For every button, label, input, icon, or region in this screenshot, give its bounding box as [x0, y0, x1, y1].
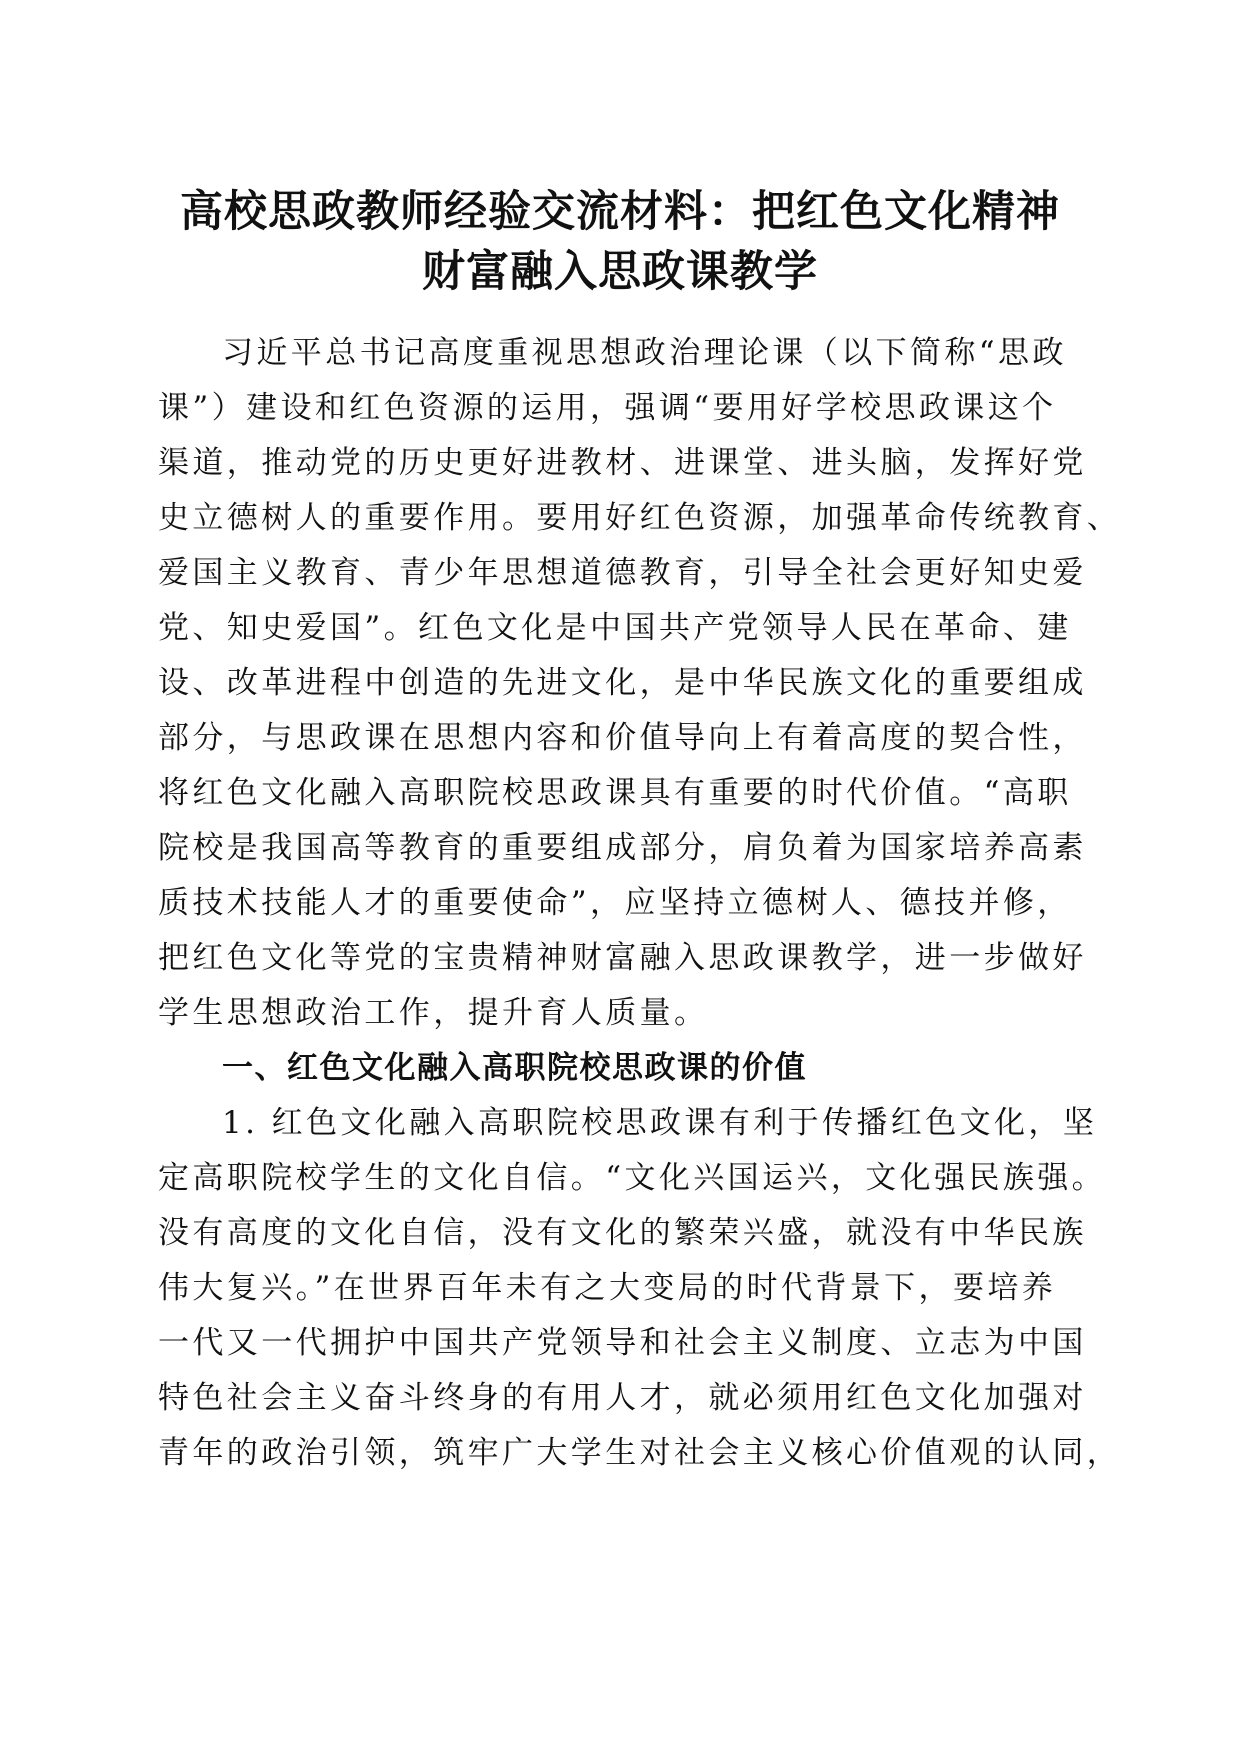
document-body	[158, 326, 1122, 1481]
paragraph-line: 将红色文化融入高职院校思政课具有重要的时代价值。“高职	[158, 775, 1072, 811]
paragraph-line: 把红色文化等党的宝贵精神财富融入思政课教学，进一步做好	[158, 940, 1087, 976]
point-1-paragraph	[158, 1096, 1122, 1481]
paragraph-line: 没有高度的文化自信，没有文化的繁荣兴盛，就没有中华民族	[158, 1215, 1087, 1251]
paragraph-line: 院校是我国高等教育的重要组成部分，肩负着为国家培养高素	[158, 830, 1087, 866]
paragraph-line: 伟大复兴。”在世界百年未有之大变局的时代背景下，要培养	[158, 1270, 1057, 1306]
paragraph-line: 渠道，推动党的历史更好进教材、进课堂、进头脑，发挥好党	[158, 445, 1087, 481]
paragraph-line: 爱国主义教育、青少年思想道德教育，引导全社会更好知史爱	[158, 555, 1087, 591]
paragraph-line: 部分，与思政课在思想内容和价值导向上有着高度的契合性，	[158, 720, 1087, 756]
paragraph-line: 党、知史爱国”。红色文化是中国共产党领导人民在革命、建	[158, 610, 1072, 646]
paragraph-line: 一代又一代拥护中国共产党领导和社会主义制度、立志为中国	[158, 1325, 1087, 1361]
intro-paragraph	[158, 326, 1122, 1041]
paragraph-line: 史立德树人的重要作用。要用好红色资源，加强革命传统教育、	[158, 500, 1122, 536]
title-line: 高校思政教师经验交流材料：把红色文化精神	[180, 187, 1060, 237]
paragraph-line: 学生思想政治工作，提升育人质量。	[158, 995, 709, 1031]
section-heading: 一、红色文化融入高职院校思政课的价值	[222, 1050, 807, 1086]
paragraph-line: 特色社会主义奋斗终身的有用人才，就必须用红色文化加强对	[158, 1380, 1087, 1416]
paragraph-line: 青年的政治引领，筑牢广大学生对社会主义核心价值观的认同，	[158, 1435, 1122, 1471]
paragraph-line: 习近平总书记高度重视思想政治理论课（以下简称“思政	[222, 335, 1067, 371]
title-line: 财富融入思政课教学	[422, 247, 818, 297]
paragraph-line: 设、改革进程中创造的先进文化，是中华民族文化的重要组成	[158, 665, 1087, 701]
paragraph-line: 1. 红色文化融入高职院校思政课有利于传播红色文化，坚	[222, 1105, 1098, 1141]
paragraph-line: 课”）建设和红色资源的运用，强调“要用好学校思政课这个	[158, 390, 1057, 426]
paragraph-line: 质技术技能人才的重要使命”，应坚持立德树人、德技并修，	[158, 885, 1072, 921]
paragraph-line: 定高职院校学生的文化自信。“文化兴国运兴，文化强民族强。	[158, 1160, 1107, 1196]
document-title	[140, 182, 1100, 302]
